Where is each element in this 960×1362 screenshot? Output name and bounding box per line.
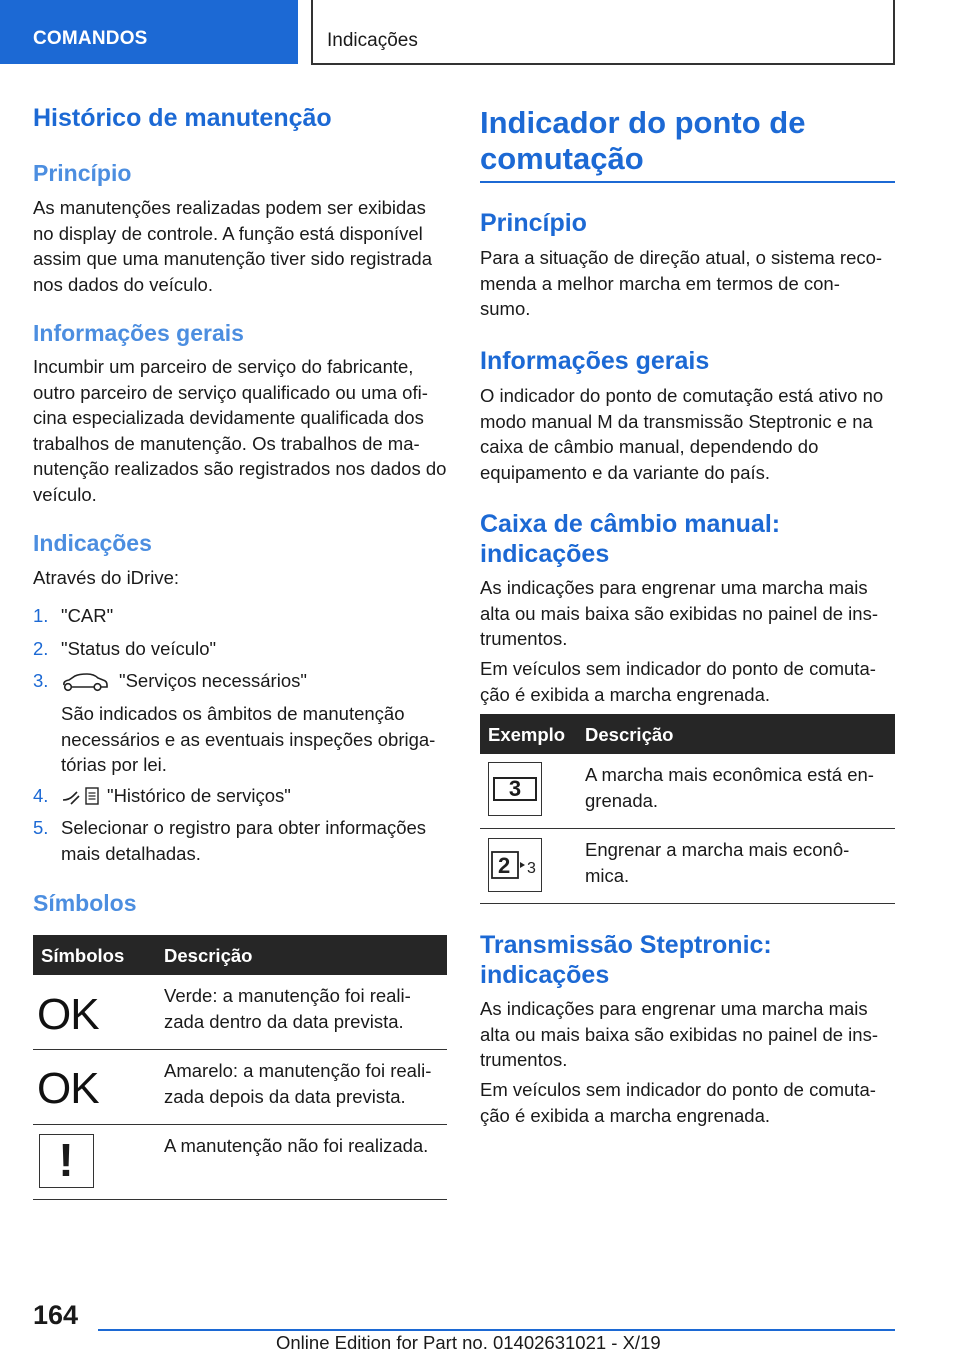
row-divider — [480, 828, 895, 829]
left-principio-text: As manutenções realizadas podem ser exibidas no display de controle. A função está disponível assim que uma manutenção tiver sido registrada nos dados do veículo. — [33, 197, 432, 295]
left-principio-heading: Princípio — [33, 160, 132, 186]
left-info-text: Incumbir um parceiro de serviço do fabricante, outro parceiro de serviço qualificado ou uma ofi- cina especializada devidamente qualificada dos trabalhos de manutenção. Os trabalhos de ma- nutenção realizados são registrados nos dados do veículo. — [33, 356, 447, 505]
chapter-label: Indicações — [327, 30, 418, 51]
right-info-heading: Informações gerais — [480, 347, 710, 375]
right-manual-heading: Caixa de câmbio manual: indicações — [480, 510, 781, 568]
shift-up-symbol — [488, 838, 542, 892]
right-principio-heading: Princípio — [480, 209, 587, 237]
row-divider — [33, 1124, 447, 1125]
right-step-text1: As indicações para engrenar uma marcha mais alta ou mais baixa são exibidas no painel de ins- trumentos. — [480, 998, 878, 1070]
left-info-heading: Informações gerais — [33, 320, 244, 346]
title-underline — [480, 181, 895, 183]
service-history-icon — [61, 785, 101, 807]
footer-edition: Online Edition for Part no. 01402631021 - X/19 — [276, 1332, 661, 1353]
right-info-text: O indicador do ponto de comutação está ativo no modo manual M da transmissão Steptronic e na caixa de câmbio manual, dependendo do equipamento e da variante do país. — [480, 385, 884, 483]
section-tab — [0, 0, 298, 64]
warning-exclamation-icon: ! — [39, 1134, 94, 1188]
section-label: COMANDOS — [33, 28, 148, 49]
right-principio-text: Para a situação de direção atual, o sistema reco- menda a melhor marcha em termos de con- sumo. — [480, 247, 883, 319]
left-sym-heading: Símbolos — [33, 890, 137, 916]
svg-text:3: 3 — [527, 860, 536, 877]
left-title: Histórico de manutenção — [33, 104, 332, 132]
car-outline-icon — [61, 672, 109, 692]
row-divider — [480, 903, 895, 904]
footer-rule — [98, 1329, 895, 1331]
right-manual-text1: As indicações para engrenar uma marcha mais alta ou mais baixa são exibidas no painel de ins- trumentos. — [480, 577, 878, 649]
ok-yellow-symbol: OK — [37, 1064, 99, 1113]
left-ind-heading: Indicações — [33, 530, 152, 556]
symbols-table-header: Símbolos Descrição — [33, 935, 447, 975]
shift-up-icon — [489, 839, 540, 890]
example-table-header: Exemplo Descrição — [480, 714, 895, 754]
ok-green-symbol: OK — [37, 990, 99, 1039]
right-manual-text2: Em veículos sem indicador do ponto de comuta- ção é exibida a marcha engrenada. — [480, 658, 876, 705]
gear-three-symbol: 3 — [488, 762, 542, 816]
page-number: 164 — [33, 1300, 79, 1330]
svg-text:2: 2 — [498, 853, 511, 878]
row-divider — [33, 1199, 447, 1200]
right-title: Indicador do ponto de comutação — [480, 105, 806, 176]
chapter-tab — [311, 0, 895, 65]
left-ind-intro: Através do iDrive: — [33, 567, 179, 588]
right-step-heading: Transmissão Steptronic: indicações — [480, 931, 772, 989]
right-step-text2: Em veículos sem indicador do ponto de comuta- ção é exibida a marcha engrenada. — [480, 1079, 876, 1126]
row-divider — [33, 1049, 447, 1050]
